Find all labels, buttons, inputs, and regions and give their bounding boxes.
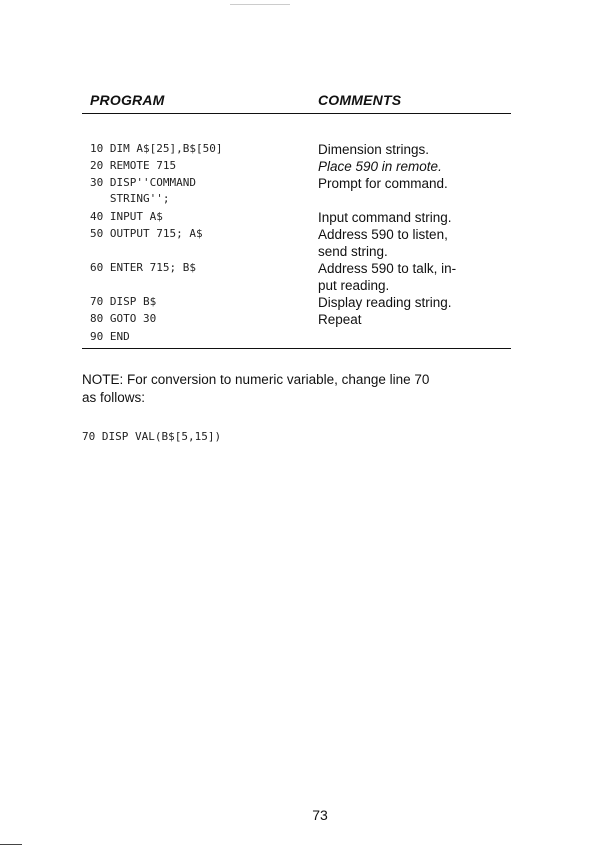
program-header: PROGRAM: [90, 92, 165, 108]
header-rule: [82, 113, 511, 114]
program-line: 60 ENTER 715; B$: [90, 261, 196, 274]
comment-line: Prompt for command.: [318, 176, 448, 191]
program-line: 70 DISP B$: [90, 295, 157, 308]
scan-artifact: [230, 4, 290, 5]
comment-line: Address 590 to listen,: [318, 227, 448, 242]
program-line: 30 DISP''COMMAND: [90, 176, 196, 189]
note-line: as follows:: [82, 390, 146, 405]
comment-line: Place 590 in remote.: [318, 159, 442, 174]
program-line: 80 GOTO 30: [90, 312, 157, 325]
comments-header: COMMENTS: [318, 92, 402, 108]
note-line: NOTE: For conversion to numeric variable, change line 70: [82, 372, 430, 387]
program-line: STRING'';: [90, 192, 170, 205]
program-line: 50 OUTPUT 715; A$: [90, 227, 203, 240]
program-line: 20 REMOTE 715: [90, 159, 177, 172]
comment-line: Input command string.: [318, 210, 452, 225]
note-paragraph: [82, 371, 522, 407]
page-number: 73: [312, 807, 328, 823]
comment-line: Dimension strings.: [318, 142, 430, 157]
program-line: 90 END: [90, 330, 130, 343]
footer-rule: [82, 348, 511, 349]
comment-line: put reading.: [318, 278, 390, 293]
comment-line: Address 590 to talk, in-: [318, 261, 457, 276]
comment-line: Display reading string.: [318, 295, 452, 310]
example-code-line: 70 DISP VAL(B$[5,15]): [82, 430, 222, 443]
program-line: 10 DIM A$[25],B$[50]: [90, 142, 223, 155]
program-line: 40 INPUT A$: [90, 210, 163, 223]
scan-artifact: [0, 844, 22, 845]
comment-line: Repeat: [318, 312, 362, 327]
comment-line: send string.: [318, 244, 388, 259]
